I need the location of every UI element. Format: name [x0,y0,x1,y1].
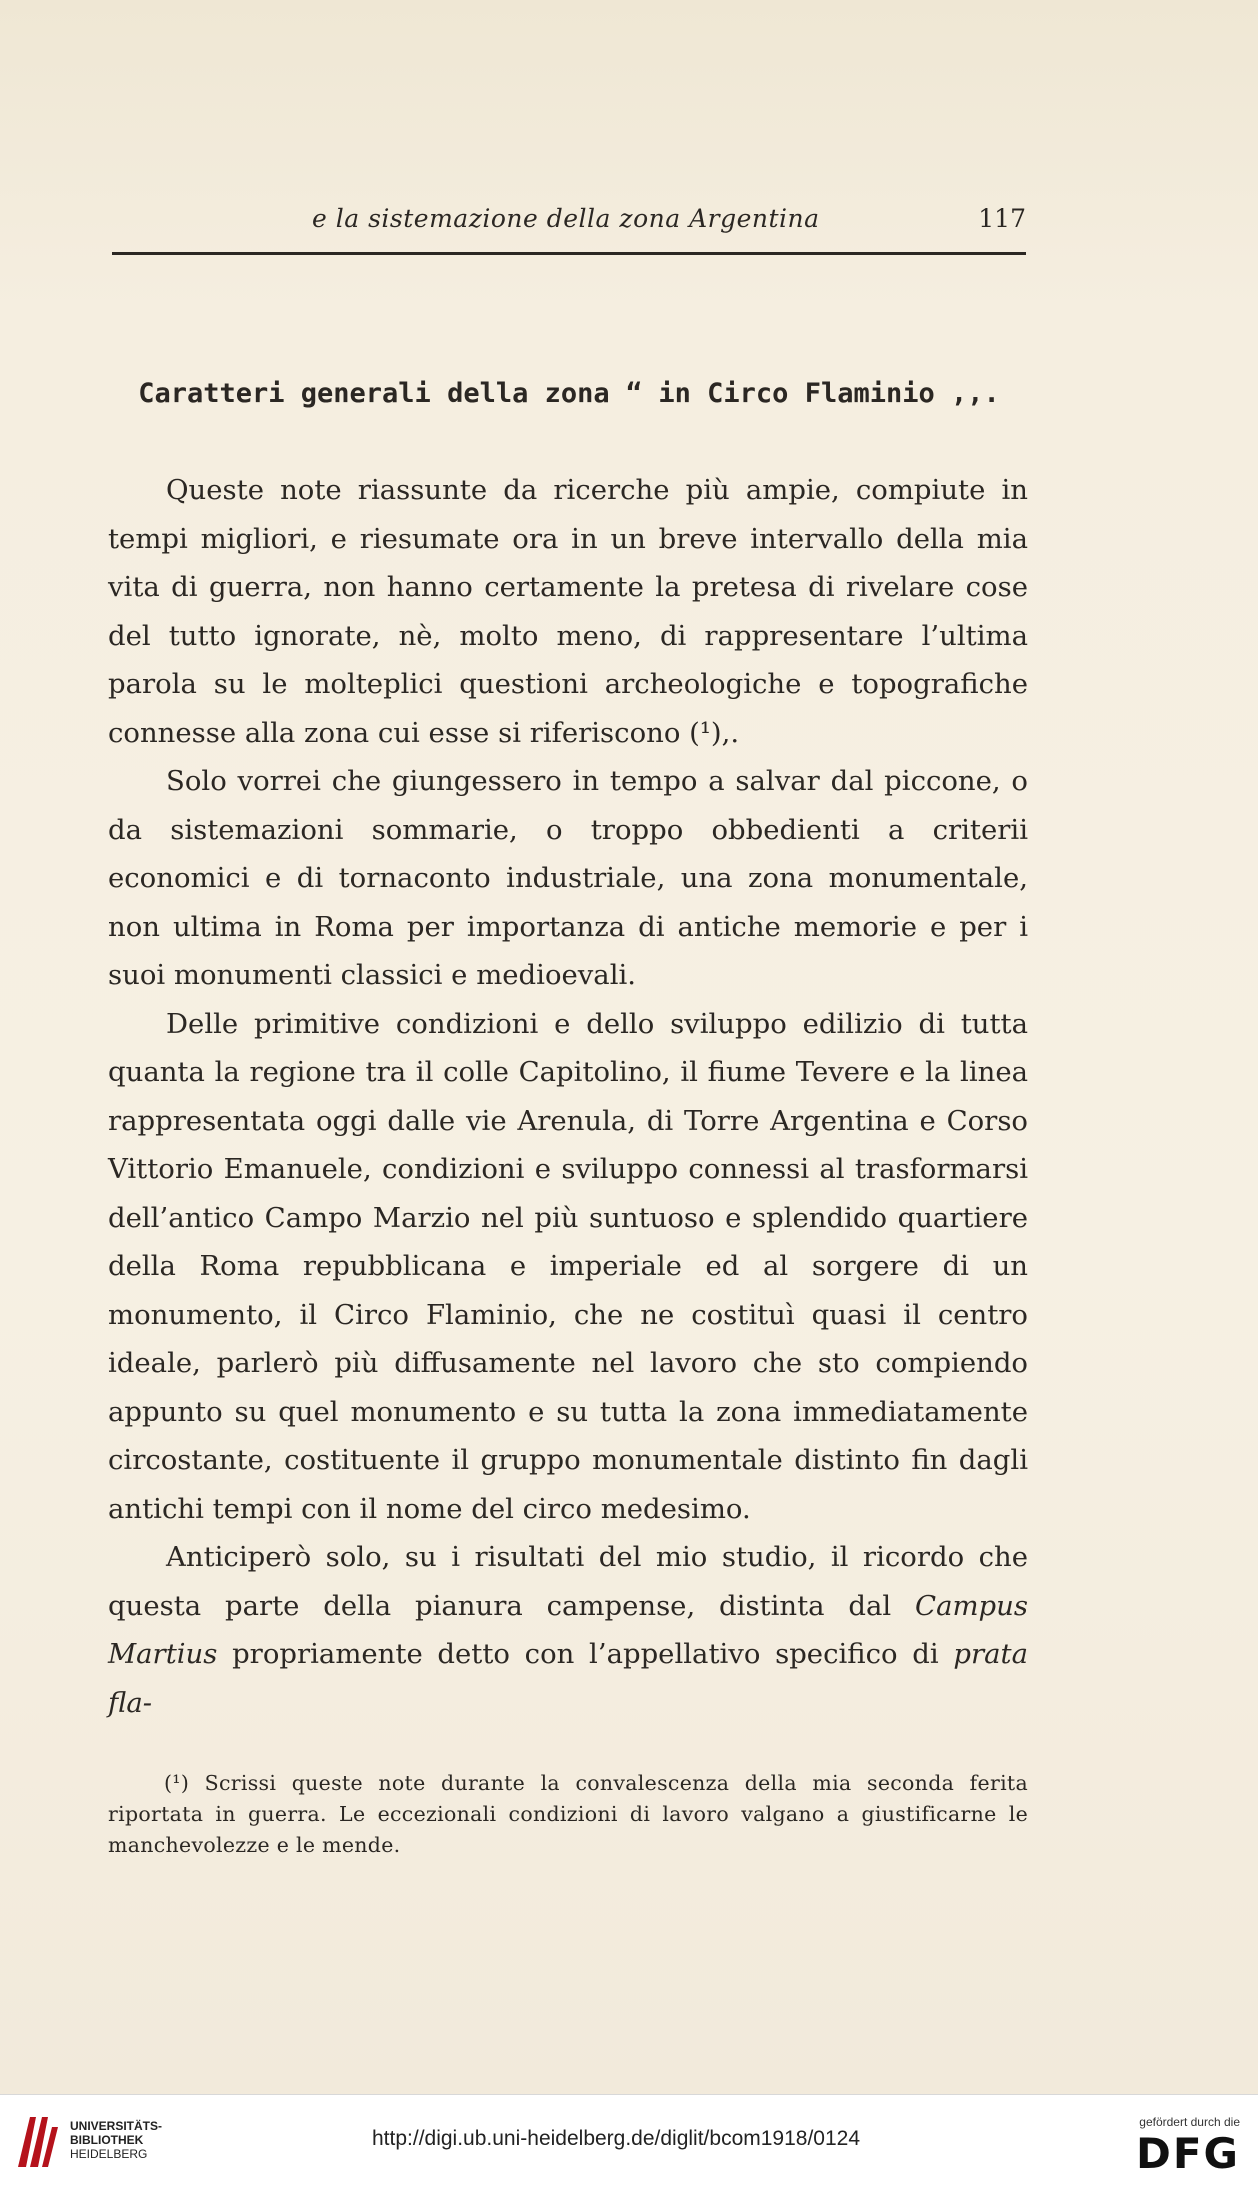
paragraph: Solo vorrei che giungessero in tempo a salvar dal piccone, o da sistemazioni sommarie, o troppo obbedienti a criterii economici e di tornaconto industriale, una zona monumentale, non ultima in Roma per importanza di antiche memorie e per i suoi monumenti classici e medioevali. [108,765,1028,991]
paragraph-text: Anticiperò solo, su i risultati del mio studio, il ricordo che questa parte della pianura campense, distinta dal [108,1541,1028,1622]
running-header [112,200,1026,240]
footnote-text: (¹) Scrissi queste note durante la convalescenza della mia seconda ferita riportata in guerra. Le eccezionali condizioni di lavoro valgano a giustificarne le manchevolezze e le mende. [108,1771,1028,1857]
paragraph-text: propriamente detto con l’appellativo specifico di [217,1638,954,1670]
viewer-footer [0,2094,1258,2185]
italic-term: Campus Martius [108,1589,1028,1670]
running-title: e la sistemazione della zona Argentina [312,204,820,233]
dfg-logo[interactable]: DFG [1135,2129,1240,2178]
header-rule [112,252,1026,255]
library-name[interactable]: UNIVERSITÄTS- BIBLIOTHEK HEIDELBERG [70,2119,163,2161]
italic-term: prata fla- [108,1638,1028,1719]
permalink-url[interactable]: http://digi.ub.uni-heidelberg.de/diglit/bcom1918/0124 [372,2127,861,2150]
section-heading: Caratteri generali della zona “ in Circo Flaminio ,,. [138,378,1000,409]
university-library-logo[interactable] [14,2109,60,2171]
body-text [108,466,1028,1727]
paragraph-last [108,1533,1028,1727]
footnote [108,1768,1028,1861]
page-number: 117 [978,204,1026,233]
funding-caption: gefördert durch die [1139,2115,1240,2129]
paragraph: Queste note riassunte da ricerche più ampie, compiute in tempi migliori, e riesumate ora in un breve intervallo della mia vita di guerra, non hanno certamente la pretesa di rivelare cose del tutto ignorate, nè, molto meno, di rappresentare l’ultima parola su le molteplici questioni archeologiche e topografiche connesse alla zona cui esse si riferiscono (¹),. [108,474,1028,749]
paragraph: Delle primitive condizioni e dello sviluppo edilizio di tutta quanta la regione tra il colle Capitolino, il fiume Tevere e la linea rappresentata oggi dalle vie Arenula, di Torre Argentina e Corso Vittorio Emanuele, condizioni e sviluppo connessi al trasformarsi dell’antico Campo Marzio nel più suntuoso e splendido quartiere della Roma repubblicana e imperiale ed al sorgere di un monumento, il Circo Flaminio, che ne costituì quasi il centro ideale, parlerò più diffusamente nel lavoro che sto compiendo appunto su quel monumento e su tutta la zona immediatamente circostante, costituente il gruppo monumentale distinto fin dagli antichi tempi con il nome del circo medesimo. [108,1007,1028,1525]
